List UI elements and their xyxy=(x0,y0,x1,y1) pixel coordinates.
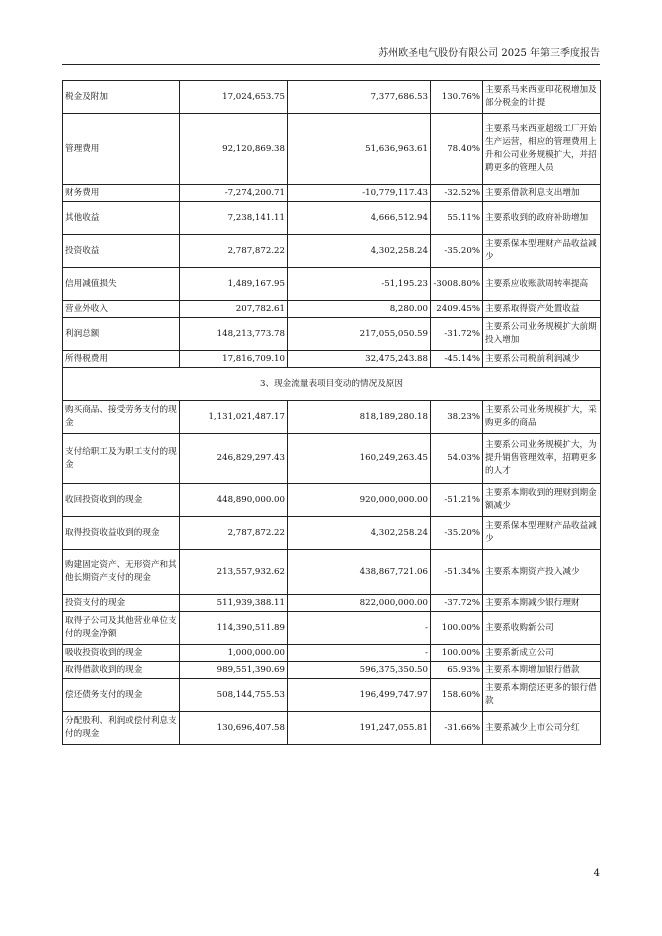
table-row xyxy=(63,268,601,301)
change-percentage: 54.03% xyxy=(431,434,483,484)
current-period-value: 148,213,773.78 xyxy=(180,318,288,351)
change-reason: 主要系收到的政府补助增加 xyxy=(483,202,601,235)
prior-period-value: 822,000,000.00 xyxy=(288,595,431,612)
table-row xyxy=(63,517,601,550)
row-item-label: 吸收投资收到的现金 xyxy=(63,645,180,662)
current-period-value: 17,816,709.10 xyxy=(180,351,288,368)
current-period-value: 511,939,388.11 xyxy=(180,595,288,612)
change-reason: 主要系借款利息支出增加 xyxy=(483,185,601,202)
current-period-value: 114,390,511.89 xyxy=(180,612,288,645)
change-reason: 主要系新成立公司 xyxy=(483,645,601,662)
prior-period-value: - xyxy=(288,645,431,662)
change-reason: 主要系保本型理财产品收益减少 xyxy=(483,235,601,268)
change-percentage: -51.21% xyxy=(431,484,483,517)
table-row xyxy=(63,645,601,662)
prior-period-value: 438,867,721.06 xyxy=(288,550,431,595)
prior-period-value: -51,195.23 xyxy=(288,268,431,301)
row-item-label: 财务费用 xyxy=(63,185,180,202)
current-period-value: 989,551,390.69 xyxy=(180,662,288,679)
table-row xyxy=(63,202,601,235)
table-row xyxy=(63,114,601,185)
current-period-value: 1,000,000.00 xyxy=(180,645,288,662)
current-period-value: 207,782.61 xyxy=(180,301,288,318)
change-reason: 主要系减少上市公司分红 xyxy=(483,712,601,745)
cash-flow-rows xyxy=(63,401,601,745)
table-row xyxy=(63,595,601,612)
change-reason: 主要系本期偿还更多的银行借款 xyxy=(483,679,601,712)
prior-period-value: 196,499,747.97 xyxy=(288,679,431,712)
current-period-value: 1,131,021,487.17 xyxy=(180,401,288,434)
table-row xyxy=(63,662,601,679)
row-item-label: 取得投资收益收到的现金 xyxy=(63,517,180,550)
table-row xyxy=(63,235,601,268)
change-reason: 主要系公司业务规模扩大，为提升销售管理效率，招聘更多的人才 xyxy=(483,434,601,484)
table-row xyxy=(63,484,601,517)
change-percentage: 55.11% xyxy=(431,202,483,235)
change-percentage: 65.93% xyxy=(431,662,483,679)
row-item-label: 信用减值损失 xyxy=(63,268,180,301)
row-item-label: 取得子公司及其他营业单位支付的现金净额 xyxy=(63,612,180,645)
section-title: 3、现金流量表项目变动的情况及原因 xyxy=(63,368,601,401)
change-percentage: -32.52% xyxy=(431,185,483,202)
table-row xyxy=(63,679,601,712)
row-item-label: 管理费用 xyxy=(63,114,180,185)
change-percentage: 100.00% xyxy=(431,612,483,645)
table-row xyxy=(63,185,601,202)
change-percentage: -31.66% xyxy=(431,712,483,745)
current-period-value: 2,787,872.22 xyxy=(180,235,288,268)
change-percentage: -51.34% xyxy=(431,550,483,595)
change-reason: 主要系应收账款周转率提高 xyxy=(483,268,601,301)
current-period-value: 1,489,167.95 xyxy=(180,268,288,301)
change-percentage: 2409.45% xyxy=(431,301,483,318)
table-row xyxy=(63,81,601,114)
change-percentage: -3008.80% xyxy=(431,268,483,301)
change-percentage: 38.23% xyxy=(431,401,483,434)
prior-period-value: 818,189,280.18 xyxy=(288,401,431,434)
change-percentage: -35.20% xyxy=(431,235,483,268)
change-percentage: 158.60% xyxy=(431,679,483,712)
change-reason: 主要系保本型理财产品收益减少 xyxy=(483,517,601,550)
table-row xyxy=(63,550,601,595)
prior-period-value: 191,247,055.81 xyxy=(288,712,431,745)
prior-period-value: 596,375,350.50 xyxy=(288,662,431,679)
current-period-value: -7,274,200.71 xyxy=(180,185,288,202)
table-row xyxy=(63,301,601,318)
row-item-label: 购建固定资产、无形资产和其他长期资产支付的现金 xyxy=(63,550,180,595)
current-period-value: 92,120,869.38 xyxy=(180,114,288,185)
row-item-label: 利润总额 xyxy=(63,318,180,351)
prior-period-value: 160,249,263.45 xyxy=(288,434,431,484)
prior-period-value: 4,302,258.24 xyxy=(288,235,431,268)
change-reason: 主要系公司业务规模扩大前期投入增加 xyxy=(483,318,601,351)
prior-period-value: 7,377,686.53 xyxy=(288,81,431,114)
change-reason: 主要系马来西亚超级工厂开始生产运营，相应的管理费用上升和公司业务规模扩大，并招聘更多的管理人员 xyxy=(483,114,601,185)
row-item-label: 其他收益 xyxy=(63,202,180,235)
cash-flow-section xyxy=(63,368,601,401)
prior-period-value: 8,280.00 xyxy=(288,301,431,318)
row-item-label: 购买商品、接受劳务支付的现金 xyxy=(63,401,180,434)
prior-period-value: -10,779,117.43 xyxy=(288,185,431,202)
current-period-value: 17,024,653.75 xyxy=(180,81,288,114)
row-item-label: 所得税费用 xyxy=(63,351,180,368)
row-item-label: 取得借款收到的现金 xyxy=(63,662,180,679)
change-percentage: -35.20% xyxy=(431,517,483,550)
change-percentage: -31.72% xyxy=(431,318,483,351)
prior-period-value: - xyxy=(288,612,431,645)
report-header: 苏州欧圣电气股份有限公司 2025 年第三季度报告 xyxy=(378,48,600,59)
change-reason: 主要系本期减少银行理财 xyxy=(483,595,601,612)
change-percentage: -37.72% xyxy=(431,595,483,612)
current-period-value: 246,829,297.43 xyxy=(180,434,288,484)
change-reason: 主要系马来西亚印花税增加及部分税金的计提 xyxy=(483,81,601,114)
change-percentage: 130.76% xyxy=(431,81,483,114)
table-row xyxy=(63,612,601,645)
row-item-label: 投资收益 xyxy=(63,235,180,268)
current-period-value: 7,238,141.11 xyxy=(180,202,288,235)
current-period-value: 213,557,932.62 xyxy=(180,550,288,595)
row-item-label: 营业外收入 xyxy=(63,301,180,318)
header-divider xyxy=(62,64,600,65)
table-row xyxy=(63,712,601,745)
section-row xyxy=(63,368,601,401)
change-percentage: -45.14% xyxy=(431,351,483,368)
financial-changes-table xyxy=(62,80,601,745)
row-item-label: 投资支付的现金 xyxy=(63,595,180,612)
prior-period-value: 217,055,050.59 xyxy=(288,318,431,351)
current-period-value: 508,144,755.53 xyxy=(180,679,288,712)
prior-period-value: 4,302,258.24 xyxy=(288,517,431,550)
row-item-label: 支付给职工及为职工支付的现金 xyxy=(63,434,180,484)
change-reason: 主要系本期收到的理财到期金额减少 xyxy=(483,484,601,517)
change-percentage: 78.40% xyxy=(431,114,483,185)
income-statement-rows xyxy=(63,81,601,368)
table-row xyxy=(63,318,601,351)
page-number: 4 xyxy=(593,868,600,879)
row-item-label: 收回投资收到的现金 xyxy=(63,484,180,517)
row-item-label: 分配股利、利润或偿付利息支付的现金 xyxy=(63,712,180,745)
change-percentage: 100.00% xyxy=(431,645,483,662)
row-item-label: 偿还债务支付的现金 xyxy=(63,679,180,712)
prior-period-value: 4,666,512.94 xyxy=(288,202,431,235)
change-reason: 主要系公司税前利润减少 xyxy=(483,351,601,368)
change-reason: 主要系取得资产处置收益 xyxy=(483,301,601,318)
table-row xyxy=(63,351,601,368)
table-row xyxy=(63,401,601,434)
prior-period-value: 920,000,000.00 xyxy=(288,484,431,517)
change-reason: 主要系本期资产投入减少 xyxy=(483,550,601,595)
row-item-label: 税金及附加 xyxy=(63,81,180,114)
current-period-value: 2,787,872.22 xyxy=(180,517,288,550)
prior-period-value: 32,475,243.88 xyxy=(288,351,431,368)
change-reason: 主要系收购新公司 xyxy=(483,612,601,645)
change-reason: 主要系本期增加银行借款 xyxy=(483,662,601,679)
current-period-value: 130,696,407.58 xyxy=(180,712,288,745)
change-reason: 主要系公司业务规模扩大，采购更多的商品 xyxy=(483,401,601,434)
current-period-value: 448,890,000.00 xyxy=(180,484,288,517)
prior-period-value: 51,636,963.61 xyxy=(288,114,431,185)
table-row xyxy=(63,434,601,484)
